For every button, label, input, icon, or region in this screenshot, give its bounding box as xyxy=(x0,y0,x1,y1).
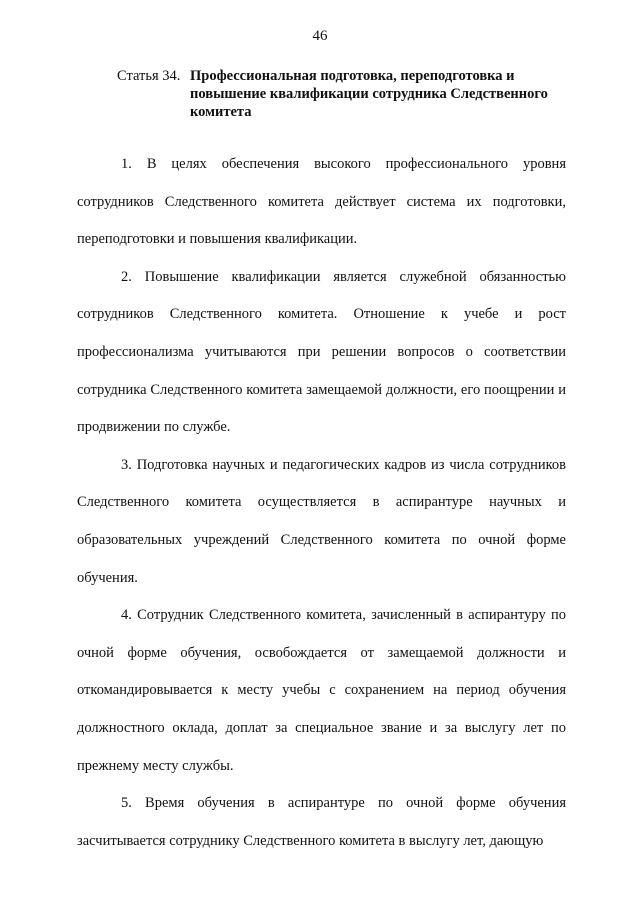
paragraph-4: 4. Сотрудник Следственного комитета, зачисленный в аспирантуру по очной форме обучения, освобождается от замещаемой должности и откомандировывается к месту учебы с сохранением на период обучения должностного оклада, доплат за специальное звание и за выслугу лет по прежнему месту службы. xyxy=(77,607,566,774)
paragraph-3: 3. Подготовка научных и педагогических кадров из числа сотрудников Следственного комитета осуществляется в аспирантуре научных и образовательных учреждений Следственного комитета по очной форме обучения. xyxy=(77,456,566,586)
page-number: 46 xyxy=(312,28,328,44)
article-title: Профессиональная подготовка, переподготовка и повышение квалификации сотрудника Следственного комитета xyxy=(190,68,548,120)
article-body xyxy=(77,146,566,860)
paragraph-2: 2. Повышение квалификации является служебной обязанностью сотрудников Следственного комитета. Отношение к учебе и рост профессионализма учитываются при решении вопросов о соответствии сотрудника Следственного комитета замещаемой должности, его поощрении и продвижении по службе. xyxy=(77,268,566,436)
paragraph-5: 5. Время обучения в аспирантуре по очной форме обучения засчитывается сотруднику Следственного комитета в выслугу лет, дающую xyxy=(77,795,566,849)
article-label: Статья 34. xyxy=(117,68,181,84)
paragraph-1: 1. В целях обеспечения высокого профессионального уровня сотрудников Следственного комитета действует система их подготовки, переподготовки и повышения квалификации. xyxy=(77,156,566,248)
